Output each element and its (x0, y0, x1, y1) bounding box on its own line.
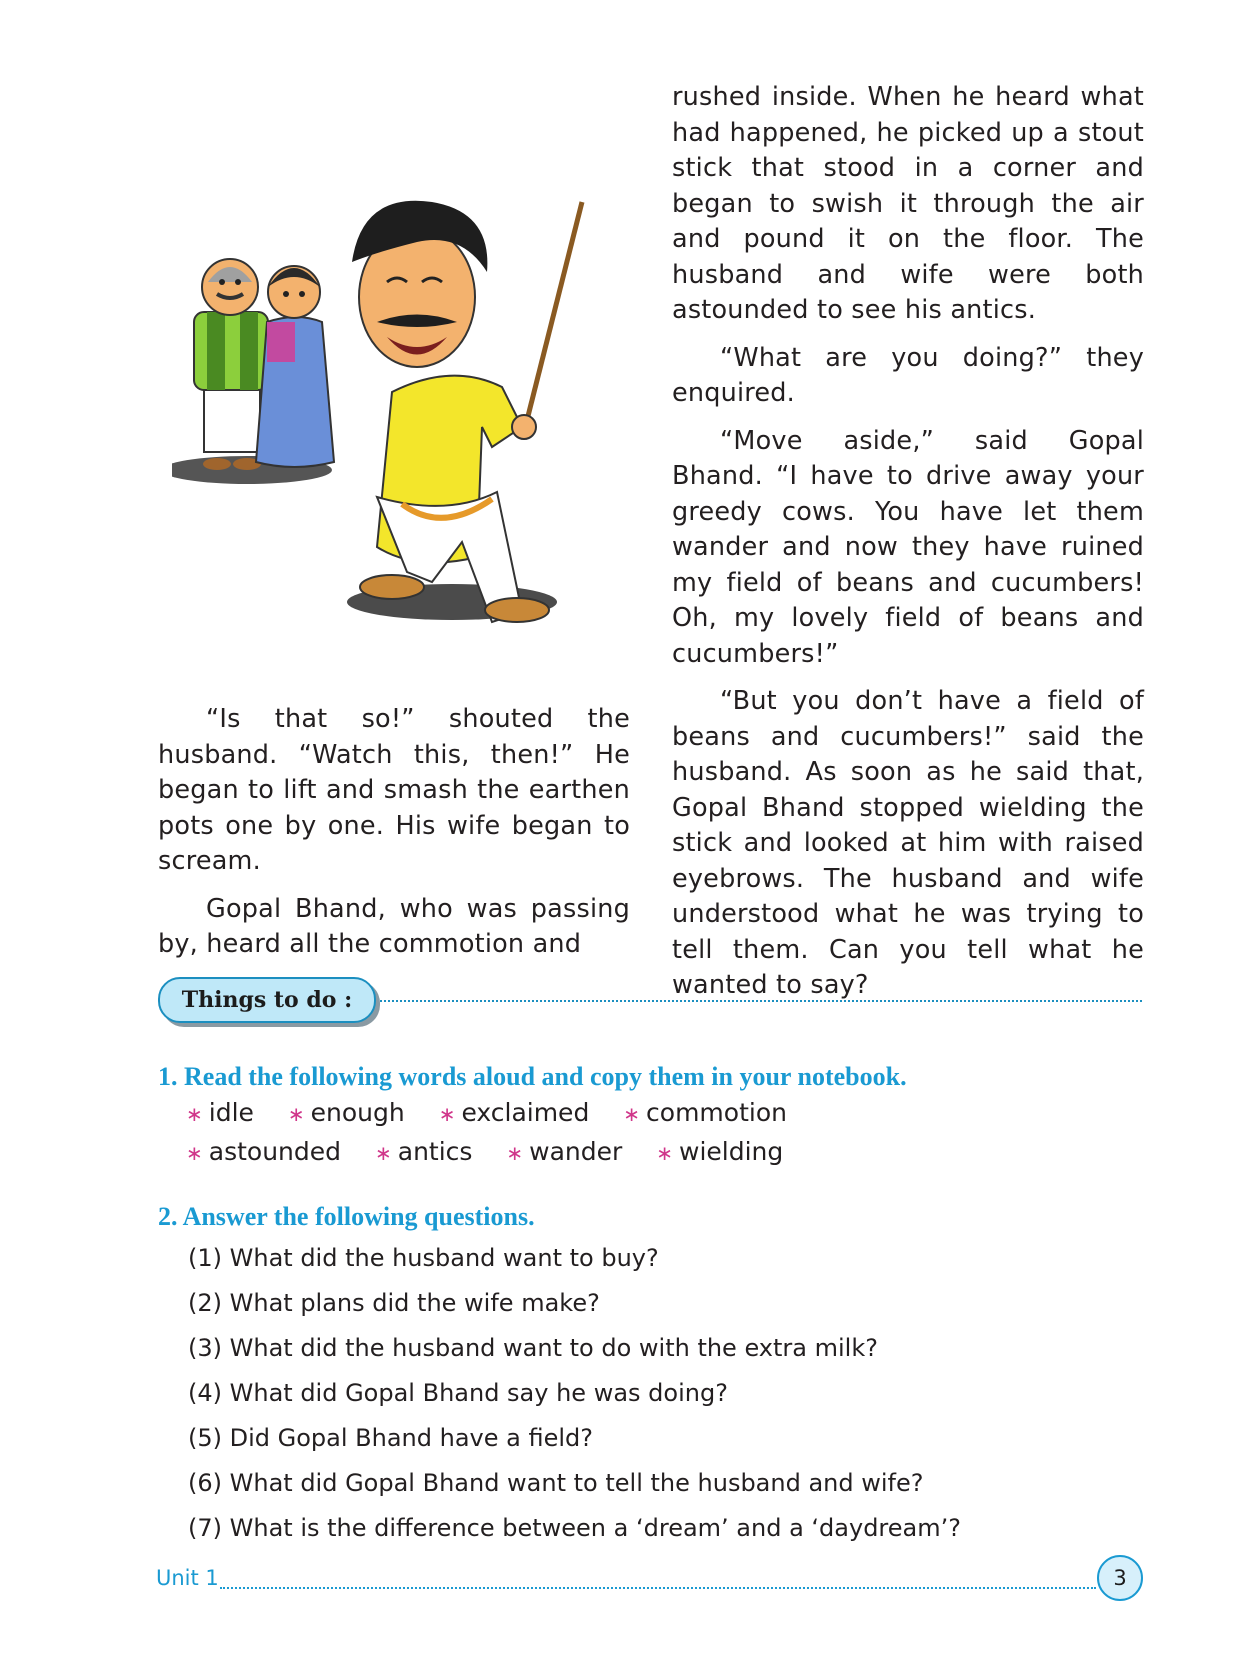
story-paragraph: “Is that so!” shouted the husband. “Watch this, then!” He began to lift and smash the earthen pots one by one. His wife began to scream. (158, 704, 630, 876)
asterisk-bullet-icon: ∗ (623, 1102, 641, 1126)
story-paragraph: “What are you doing?” they enquired. (672, 342, 1144, 408)
word-list-row (186, 1137, 809, 1166)
word-item: ∗ exclaimed (438, 1098, 590, 1127)
question-item: (4) What did Gopal Bhand say he was doing? (188, 1379, 728, 1407)
story-paragraph: Gopal Bhand, who was passing by, heard all the commotion and (158, 893, 630, 959)
asterisk-bullet-icon: ∗ (506, 1141, 524, 1165)
word-list-row (186, 1098, 813, 1127)
word-item: ∗ astounded (186, 1137, 342, 1166)
things-to-do-badge: Things to do : (158, 977, 376, 1023)
story-illustration (172, 182, 632, 662)
wife-figure (256, 266, 334, 467)
section-divider (380, 1000, 1142, 1002)
asterisk-bullet-icon: ∗ (438, 1102, 456, 1126)
word-item: ∗ antics (374, 1137, 473, 1166)
question-item: (7) What is the difference between a ‘dream’ and a ‘daydream’? (188, 1514, 961, 1542)
story-paragraph: rushed inside. When he heard what had happened, he picked up a stout stick that stood in a corner and began to swish it through the air and pound it on the floor. The husband and wife were both astounded to see his antics. (672, 82, 1144, 325)
footer-divider (220, 1587, 1096, 1589)
question-item: (5) Did Gopal Bhand have a field? (188, 1424, 593, 1452)
story-column-left (158, 702, 630, 975)
question-item: (2) What plans did the wife make? (188, 1289, 600, 1317)
asterisk-bullet-icon: ∗ (186, 1141, 203, 1165)
asterisk-bullet-icon: ∗ (656, 1141, 674, 1165)
story-paragraph: “But you don’t have a field of beans and cucumbers!” said the husband. As soon as he said that, Gopal Bhand stopped wielding the stick and looked at him with raised eyebrows. The husband and wife understood what he was trying to tell them. Can you tell what he wanted to say? (672, 686, 1144, 1000)
question-item: (3) What did the husband want to do with the extra milk? (188, 1334, 878, 1362)
page-number: 3 (1097, 1555, 1143, 1601)
asterisk-bullet-icon: ∗ (287, 1102, 305, 1126)
footer-unit-label: Unit 1 (156, 1566, 219, 1590)
asterisk-bullet-icon: ∗ (186, 1102, 203, 1126)
story-paragraph: “Move aside,” said Gopal Bhand. “I have to drive away your greedy cows. You have let them wander and now they have ruined my field of beans and cucumbers! Oh, my lovely field of beans and cucumbers!” (672, 425, 1144, 669)
word-item: ∗ idle (186, 1098, 254, 1127)
question-list (188, 1243, 961, 1558)
story-column-right (672, 80, 1144, 1016)
question-item: (6) What did Gopal Bhand want to tell the husband and wife? (188, 1469, 924, 1497)
word-item: ∗ wielding (656, 1137, 784, 1166)
word-item: ∗ commotion (623, 1098, 787, 1127)
exercise-1-heading: 1. Read the following words aloud and copy them in your notebook. (158, 1062, 907, 1091)
question-item: (1) What did the husband want to buy? (188, 1244, 659, 1272)
gopal-bhand-figure (352, 201, 582, 622)
word-item: ∗ wander (506, 1137, 623, 1166)
asterisk-bullet-icon: ∗ (374, 1141, 392, 1165)
exercise-2-heading: 2. Answer the following questions. (158, 1202, 535, 1231)
word-item: ∗ enough (287, 1098, 405, 1127)
